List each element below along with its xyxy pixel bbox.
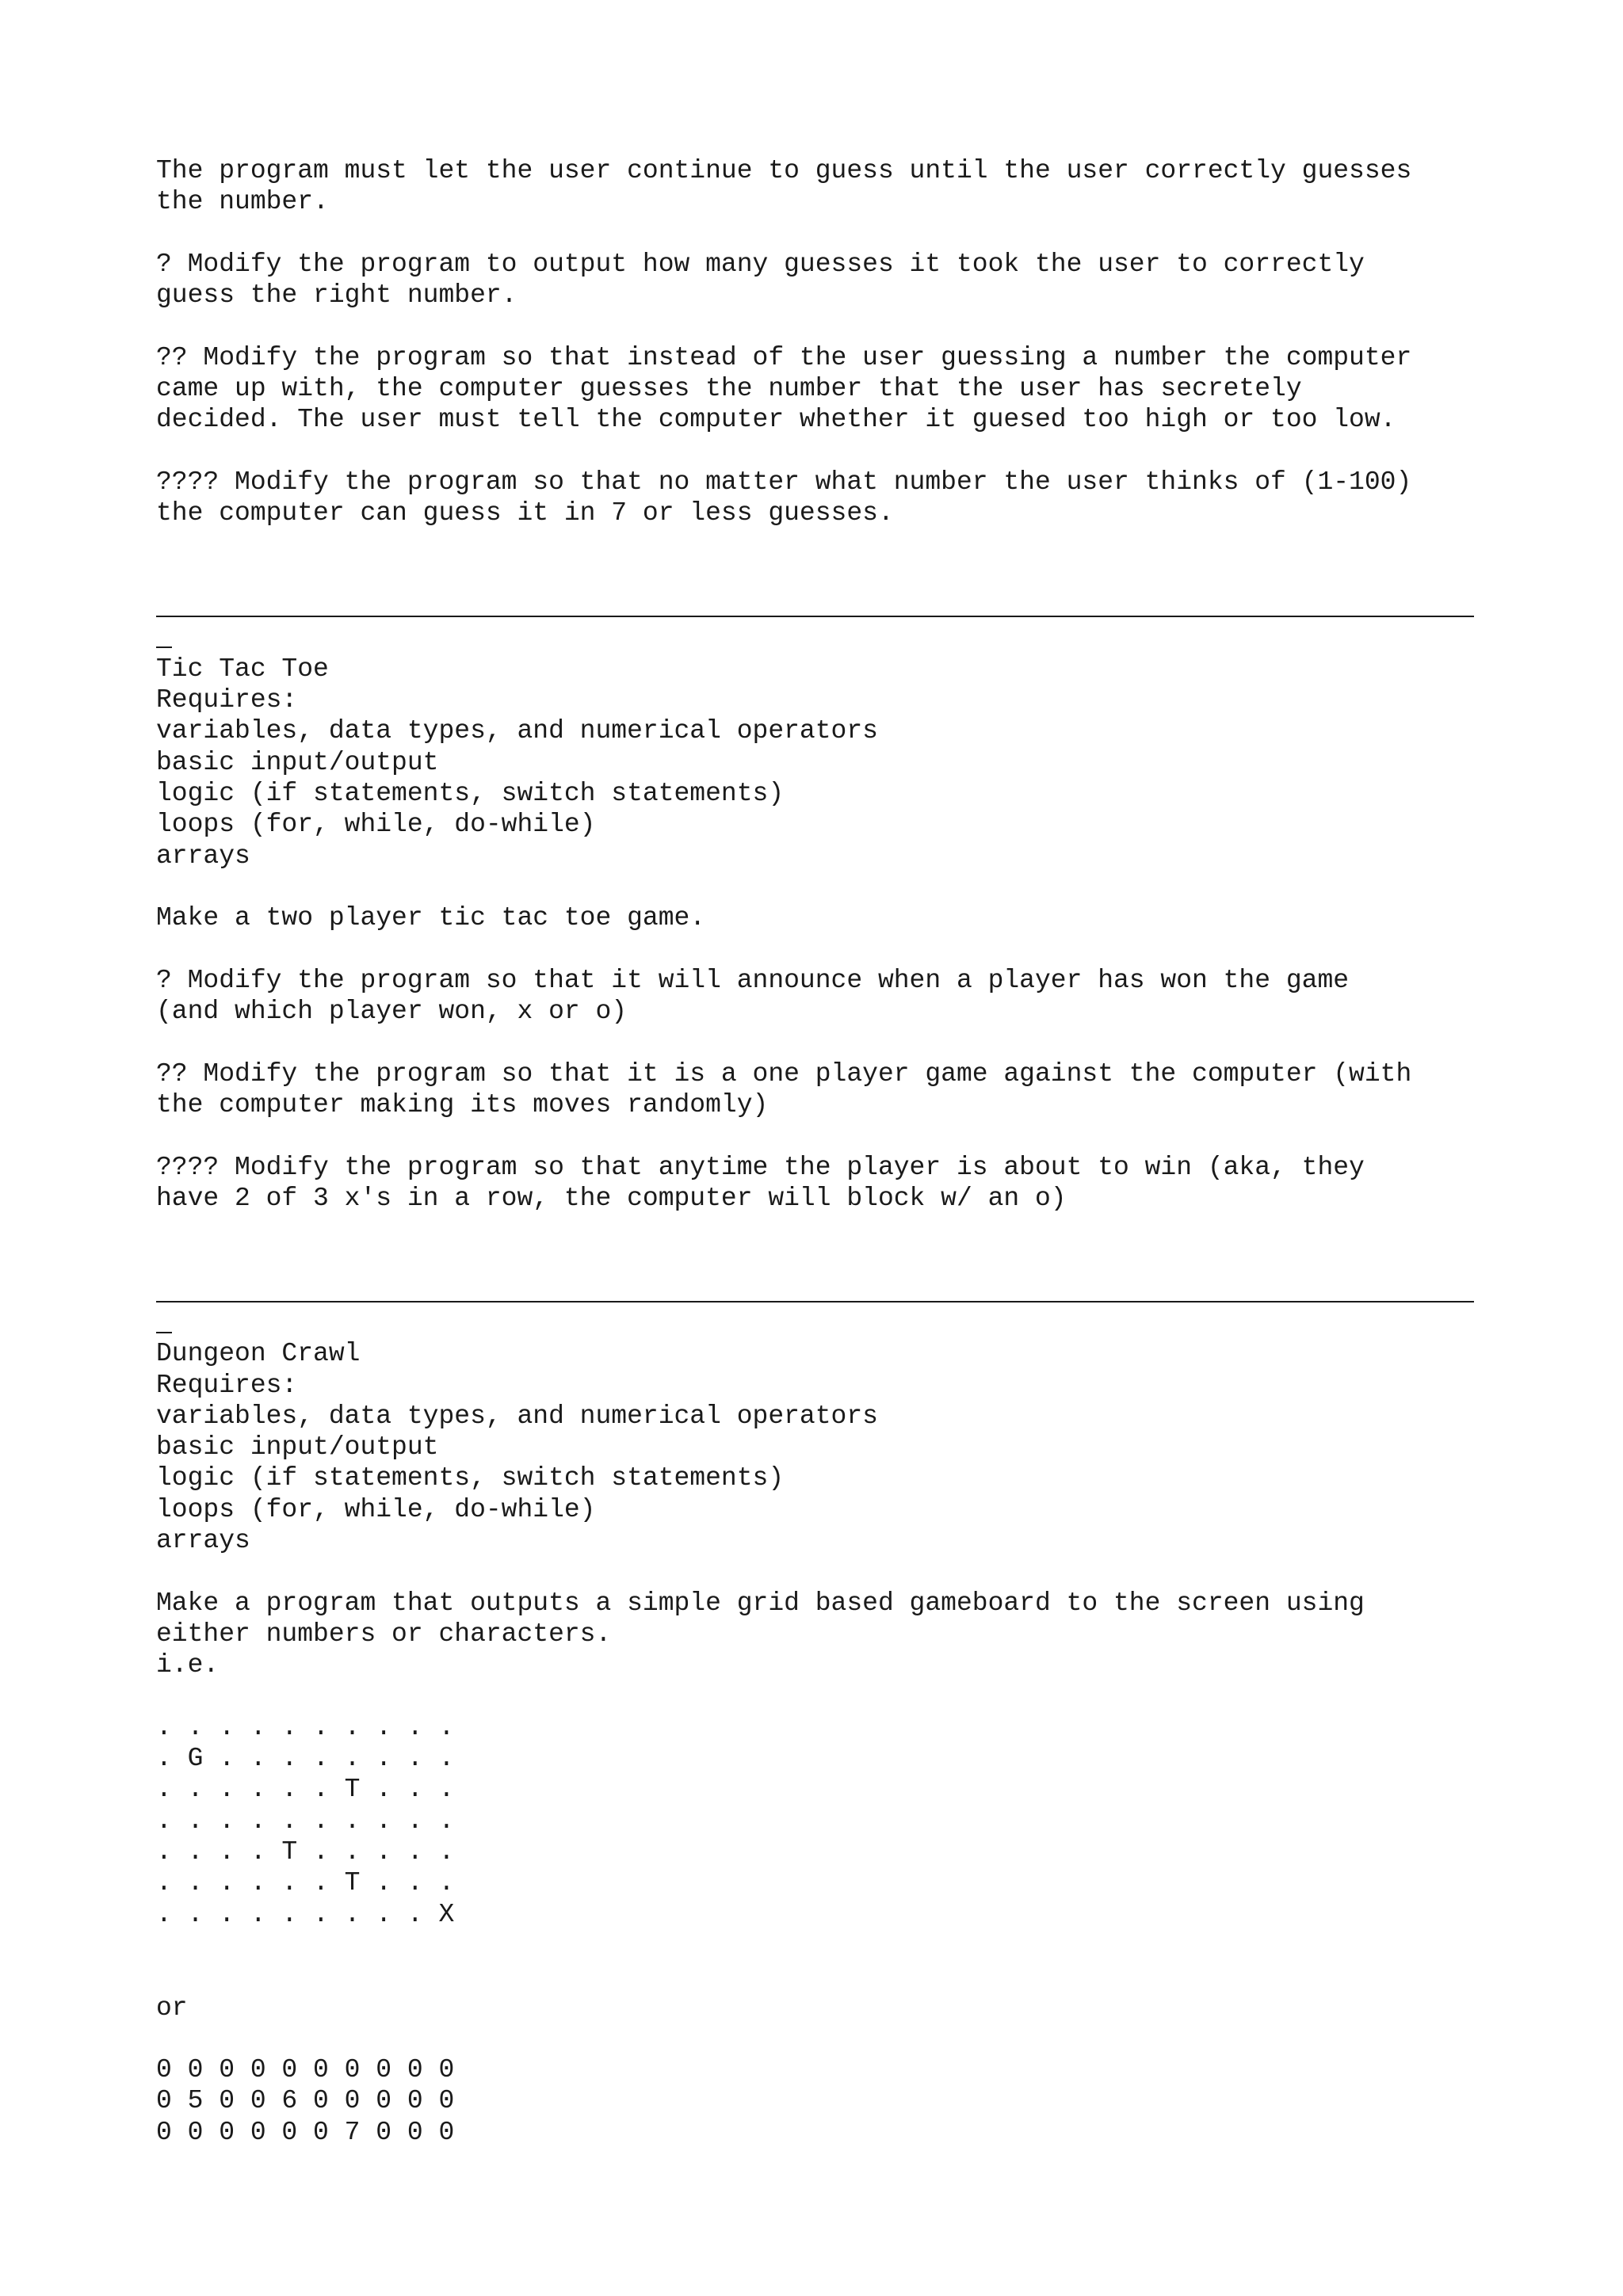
intro-line: guess the right number. [156, 280, 517, 311]
requirement-item: loops (for, while, do-while) [156, 1494, 596, 1524]
blank-line [156, 311, 1472, 341]
blank-line [156, 1930, 1472, 1961]
requirement-item: logic (if statements, switch statements) [156, 778, 785, 808]
blank-line [156, 436, 1472, 467]
body-line: ?? Modify the program so that it is a one player game against the computer (with [156, 1058, 1412, 1089]
requirement-item: basic input/output [156, 747, 439, 777]
requirement-item: variables, data types, and numerical operators [156, 1401, 878, 1431]
gameboard-row: 0 0 0 0 0 0 0 0 0 0 [156, 2055, 455, 2085]
dungeon-section [156, 1338, 1472, 2148]
body-line: have 2 of 3 x's in a row, the computer will block w/ an o) [156, 1183, 1067, 1213]
section-divider [156, 591, 1472, 622]
intro-line: ? Modify the program to output how many guesses it took the user to correctly [156, 249, 1365, 279]
requirement-item: logic (if statements, switch statements) [156, 1463, 785, 1493]
gameboard-row: . . . . . . . . . . [156, 1806, 455, 1836]
body-line: (and which player won, x or o) [156, 997, 628, 1027]
gameboard-row: . . . . . . T . . . [156, 1868, 455, 1898]
blank-line [156, 2023, 1472, 2054]
gameboard-row: . . . . . . T . . . [156, 1775, 455, 1805]
body-line: either numbers or characters. [156, 1619, 612, 1649]
intro-line: came up with, the computer guesses the number that the user has secretely [156, 374, 1302, 404]
body-line: i.e. [156, 1650, 220, 1680]
blank-line [156, 218, 1472, 249]
blank-line [156, 1214, 1472, 1245]
or-label: or [156, 1993, 188, 2023]
blank-line [156, 1961, 1472, 1992]
gameboard-row: . . . . . . . . . X [156, 1899, 455, 1929]
intro-line: the number. [156, 187, 329, 217]
requirement-item: variables, data types, and numerical operators [156, 716, 878, 746]
section-divider-tail [156, 1307, 1472, 1338]
body-line: the computer making its moves randomly) [156, 1089, 769, 1119]
tictactoe-section [156, 654, 1472, 1214]
gameboard-row: 0 5 0 0 6 0 0 0 0 0 [156, 2086, 455, 2116]
section-title: Dungeon Crawl [156, 1339, 361, 1369]
requires-label: Requires: [156, 685, 298, 715]
gameboard-row: . . . . . . . . . . [156, 1712, 455, 1742]
intro-line: The program must let the user continue to guess until the user correctly guesses [156, 156, 1412, 185]
section-divider [156, 1276, 1472, 1307]
intro-section [156, 155, 1472, 529]
requirement-item: basic input/output [156, 1432, 439, 1463]
blank-line [156, 1556, 1472, 1587]
document-page [156, 155, 1472, 2148]
requirement-item: arrays [156, 841, 250, 871]
requirement-item: loops (for, while, do-while) [156, 810, 596, 840]
requirement-item: arrays [156, 1526, 250, 1556]
number-gameboard [156, 2054, 1472, 2148]
blank-line [156, 1120, 1472, 1151]
blank-line [156, 560, 1472, 591]
blank-line [156, 1245, 1472, 1276]
intro-line: the computer can guess it in 7 or less guesses. [156, 498, 894, 528]
body-line: ???? Modify the program so that anytime the player is about to win (aka, they [156, 1152, 1365, 1182]
blank-line [156, 1681, 1472, 1712]
body-line: ? Modify the program so that it will announce when a player has won the game [156, 965, 1350, 995]
gameboard-row: . . . . T . . . . . [156, 1837, 455, 1867]
section-title: Tic Tac Toe [156, 654, 329, 684]
blank-line [156, 933, 1472, 964]
gameboard-row: 0 0 0 0 0 0 7 0 0 0 [156, 2117, 455, 2147]
section-divider-tail [156, 622, 1472, 653]
body-line: Make a program that outputs a simple grid based gameboard to the screen using [156, 1588, 1365, 1618]
intro-line: ?? Modify the program so that instead of the user guessing a number the computer [156, 342, 1412, 372]
blank-line [156, 871, 1472, 902]
gameboard-row: . G . . . . . . . . [156, 1744, 455, 1774]
char-gameboard [156, 1712, 1472, 1930]
requires-label: Requires: [156, 1370, 298, 1400]
blank-line [156, 529, 1472, 560]
intro-line: decided. The user must tell the computer whether it guesed too high or too low. [156, 405, 1396, 435]
body-line: Make a two player tic tac toe game. [156, 903, 706, 933]
intro-line: ???? Modify the program so that no matter what number the user thinks of (1-100) [156, 467, 1412, 497]
blank-line [156, 1027, 1472, 1058]
